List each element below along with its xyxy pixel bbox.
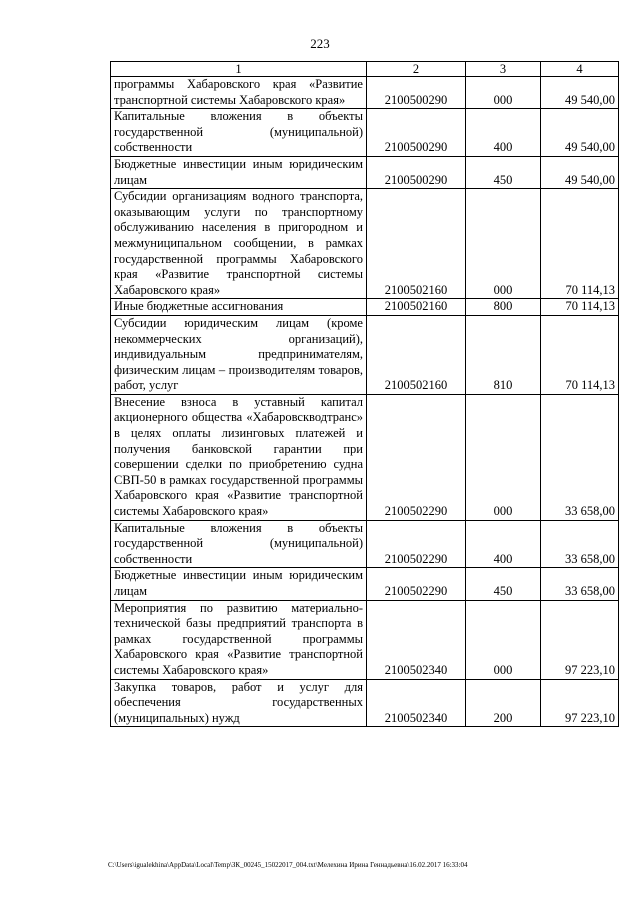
row-target-code: 2100502290 [367,568,466,600]
row-amount: 49 540,00 [541,109,619,157]
table-header-row [111,62,619,77]
row-amount: 97 223,10 [541,679,619,727]
page-number: 223 [310,36,330,51]
row-description: Бюджетные инвестиции иным юридическим лицам [111,568,367,600]
table-row [111,189,619,299]
row-expense-type: 810 [466,315,541,394]
table-row [111,679,619,727]
table-row [111,600,619,679]
row-amount: 33 658,00 [541,520,619,568]
row-expense-type: 000 [466,77,541,109]
row-target-code: 2100500290 [367,156,466,188]
row-target-code: 2100502160 [367,315,466,394]
row-description: Иные бюджетные ассигнования [111,299,367,316]
column-header-3: 3 [466,62,541,77]
row-amount: 97 223,10 [541,600,619,679]
row-expense-type: 400 [466,520,541,568]
row-description: Субсидии организациям водного транспорта, оказывающим услуги по транспортному обслуживанию населения в пригородном и межмуниципальном сообщении, в рамках государственной программы Хабаровского края «Развитие транспортной системы Хабаровского края» [111,189,367,299]
row-expense-type: 800 [466,299,541,316]
row-amount: 49 540,00 [541,156,619,188]
row-description: Бюджетные инвестиции иным юридическим лицам [111,156,367,188]
table-row [111,156,619,188]
row-amount: 49 540,00 [541,77,619,109]
row-target-code: 2100502340 [367,679,466,727]
row-target-code: 2100502290 [367,394,466,520]
row-target-code: 2100502160 [367,299,466,316]
row-amount: 33 658,00 [541,394,619,520]
row-amount: 33 658,00 [541,568,619,600]
row-description: программы Хабаровского края «Развитие транспортной системы Хабаровского края» [111,77,367,109]
row-target-code: 2100502340 [367,600,466,679]
row-description: Капитальные вложения в объекты государственной (муниципальной) собственности [111,109,367,157]
row-amount: 70 114,13 [541,189,619,299]
row-amount: 70 114,13 [541,299,619,316]
row-expense-type: 200 [466,679,541,727]
table-row [111,315,619,394]
table-row [111,77,619,109]
row-expense-type: 400 [466,109,541,157]
column-header-1: 1 [111,62,367,77]
row-description: Субсидии юридическим лицам (кроме некоммерческих организаций), индивидуальным предпринимателям, физическим лицам – производителям товаров, работ, услуг [111,315,367,394]
row-target-code: 2100502290 [367,520,466,568]
row-description: Мероприятия по развитию материально-технической базы предприятий транспорта в рамках государственной программы Хабаровского края «Развитие транспортной системы Хабаровского края» [111,600,367,679]
table-row [111,299,619,316]
file-path-footer: C:\Users\igualekhina\AppData\Local\Temp\ЗК_00245_15022017_004.txt\Мелехина Ирина Геннадьевна\16.02.2017 16:33:04 [108,861,468,869]
row-target-code: 2100500290 [367,77,466,109]
table-row [111,109,619,157]
row-expense-type: 450 [466,568,541,600]
column-header-4: 4 [541,62,619,77]
row-description: Закупка товаров, работ и услуг для обеспечения государственных (муниципальных) нужд [111,679,367,727]
budget-table [110,61,619,727]
column-header-2: 2 [367,62,466,77]
row-expense-type: 000 [466,394,541,520]
table-row [111,394,619,520]
row-expense-type: 000 [466,189,541,299]
row-description: Внесение взноса в уставный капитал акционерного общества «Хабаровскводтранс» в целях оплаты лизинговых платежей и получения банковской гарантии при совершении сделки по приобретению судна СВП-50 в рамках государственной программы Хабаровского края «Развитие транспортной системы Хабаровского края» [111,394,367,520]
table-row [111,520,619,568]
row-target-code: 2100502160 [367,189,466,299]
table-row [111,568,619,600]
row-expense-type: 000 [466,600,541,679]
row-amount: 70 114,13 [541,315,619,394]
row-expense-type: 450 [466,156,541,188]
row-target-code: 2100500290 [367,109,466,157]
row-description: Капитальные вложения в объекты государственной (муниципальной) собственности [111,520,367,568]
